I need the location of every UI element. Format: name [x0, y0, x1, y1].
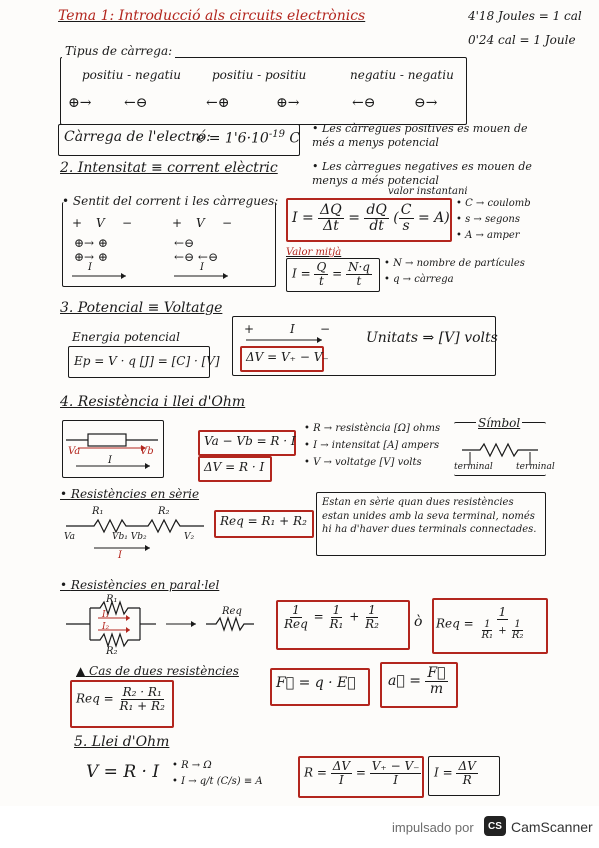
ohm-formula-1: Va − Vb = R · I	[204, 434, 296, 448]
sentit-plus-2: +	[172, 216, 183, 230]
series-vb: Vb₁ Vb₂	[112, 532, 147, 542]
camscanner-logo-icon: CS	[484, 816, 506, 836]
section-3-heading: 3. Potencial ≡ Voltatge	[60, 300, 223, 316]
ohm-law-legend: • R → Ω • I → q/t (C/s) ≡ A	[172, 760, 263, 787]
voltage-minus: −	[320, 322, 331, 336]
series-heading: • Resistències en sèrie	[60, 487, 200, 501]
parallel-heading: • Resistències en paral·lel	[60, 578, 220, 592]
intensity-units: • C → coulomb • s → segons • A → amper	[456, 198, 531, 241]
sentit-heading: • Sentit del corrent i les càrregues:	[62, 194, 279, 208]
parallel-i1: I₁	[102, 610, 110, 620]
intensity-formula: I = $\frac{\Delta Q}{\Delta t}$ = $\frac{dQ}{dt}$ ( $\frac{C}{s}$ = A)	[292, 202, 450, 234]
charge-arrow-1: ⊕→	[68, 95, 92, 111]
sentit-plus-1: +	[72, 216, 83, 230]
section-5-heading: 5. Llei d'Ohm	[74, 734, 170, 750]
scanner-footer	[0, 806, 599, 848]
series-v2: V₂	[184, 532, 195, 542]
voltage-current: I	[290, 322, 295, 336]
charge-type-3: negatiu - negatiu	[350, 68, 454, 82]
parallel-i2: I₂	[102, 622, 110, 632]
symbol-title: Símbol	[478, 416, 521, 430]
sentit-v-1: V	[96, 216, 105, 230]
section-4-heading: 4. Resistència i llei d'Ohm	[60, 394, 246, 410]
current-formula: I = $\frac{\Delta V}{R}$	[434, 759, 476, 787]
sentit-minus-2: −	[222, 216, 233, 230]
camscanner-brand: CamScanner	[511, 819, 593, 835]
electron-charge-label: Càrrega de l'electró:	[64, 129, 211, 145]
ohm-formula-2: ΔV = R · I	[204, 460, 265, 474]
symbol-terminal-right: terminal	[516, 462, 555, 472]
series-formula: Req = R₁ + R₂	[220, 514, 307, 528]
ohm-law-vri: V = R · I	[86, 762, 160, 782]
series-r2: R₂	[158, 506, 170, 517]
parallel-or: ò	[414, 614, 423, 630]
sentit-current-right: I	[200, 262, 204, 273]
average-intensity-formula: I = $\frac{Q}{t}$ = $\frac{N\cdot q}{t}$	[292, 260, 370, 288]
voltage-plus: +	[244, 322, 255, 336]
diagram-vb: Vb	[140, 446, 154, 457]
ep-formula: Ep = V · q [J] = [C] · [V]	[74, 354, 220, 368]
parallel-req-label: Req	[222, 606, 242, 617]
charge-arrow-2: ←⊖	[124, 95, 148, 111]
charge-arrow-6: ⊖→	[414, 95, 438, 111]
section-2-heading: 2. Intensitat ≡ corrent elèctric	[60, 160, 278, 176]
delta-v-formula: ΔV = V₊ − V₋	[246, 350, 329, 364]
powered-by-text: impulsado por	[392, 820, 474, 835]
average-intensity-units: • N → nombre de partícules • q → càrrega	[384, 258, 525, 285]
parallel-formula-1: $\frac{1}{\text{Req}}$ = $\frac{1}{\text{R₁}}$ + $\frac{1}{\text{R₂}}$	[284, 603, 379, 631]
two-resistors-heading: ▲ Cas de dues resistències	[76, 664, 239, 678]
conversion-2: 0'24 cal = 1 Joule	[468, 33, 576, 47]
two-resistors-formula: Req = $\frac{\text{R₂ · R₁}}{\text{R₁ + R₂}}$	[76, 685, 165, 713]
sentit-current-left: I	[88, 262, 92, 273]
charge-types-heading: Tipus de càrrega:	[62, 44, 175, 58]
conversion-1: 4'18 Joules = 1 cal	[468, 9, 582, 23]
energia-potencial-label: Energia potencial	[72, 330, 180, 344]
electron-charge-formula: $e = 1'6\cdot 10^{-19}$ C	[196, 129, 301, 147]
sentit-v-2: V	[196, 216, 205, 230]
parallel-r2: R₂	[106, 646, 118, 657]
parallel-r1: R₁	[106, 594, 118, 605]
series-va: Va	[64, 532, 76, 542]
sentit-minus-1: −	[122, 216, 133, 230]
series-r1: R₁	[92, 506, 104, 517]
note-positive-charges: • Les càrregues positives es mouen de més a menys potencial	[312, 122, 528, 149]
valor-mitja: Valor mitjà	[286, 247, 342, 258]
parallel-formula-2: Req = 1 $\frac{1}{\text{R₁}}$ + $\frac{1}{\text{R₂}}$	[436, 605, 524, 642]
symbol-terminal-left: terminal	[454, 462, 493, 472]
series-note: Estan en sèrie quan dues resistències estan unides amb la seva terminal, només hi ha d'haver dues terminals connectades.	[322, 497, 537, 535]
sentit-charges-left: ⊕→ ⊕ ⊕→ ⊕	[74, 236, 108, 264]
diagram-current: I	[108, 455, 112, 466]
voltage-units: Unitats ⇒ [V] volts	[366, 330, 498, 346]
valor-instantani: valor instantani	[388, 186, 468, 197]
charge-arrow-3: ←⊕	[206, 95, 230, 111]
acceleration-formula: a⃗ = $\frac{F⃗}{m}$	[388, 665, 446, 697]
sentit-charges-right: ←⊖ ←⊖ ←⊖	[174, 236, 219, 264]
page-title: Tema 1: Introducció als circuits electrònics	[58, 8, 366, 24]
resistance-formula: R = $\frac{\Delta V}{I}$ = $\frac{V_+ - V_-}{I}$	[304, 759, 420, 787]
charge-type-1: positiu - negatiu	[82, 68, 182, 82]
force-formula: F⃗ = q · E⃗	[276, 675, 356, 691]
diagram-va: Va	[68, 446, 81, 457]
charge-arrow-4: ⊕→	[276, 95, 300, 111]
charge-arrow-5: ←⊖	[352, 95, 376, 111]
series-current: I	[118, 550, 122, 561]
ohm-legend: • R → resistència [Ω] ohms • I → intensitat [A] ampers • V → voltatge [V] volts	[304, 423, 441, 468]
note-negative-charges: • Les càrregues negatives es mouen de menys a més potencial	[312, 160, 532, 187]
charge-type-2: positiu - positiu	[212, 68, 307, 82]
